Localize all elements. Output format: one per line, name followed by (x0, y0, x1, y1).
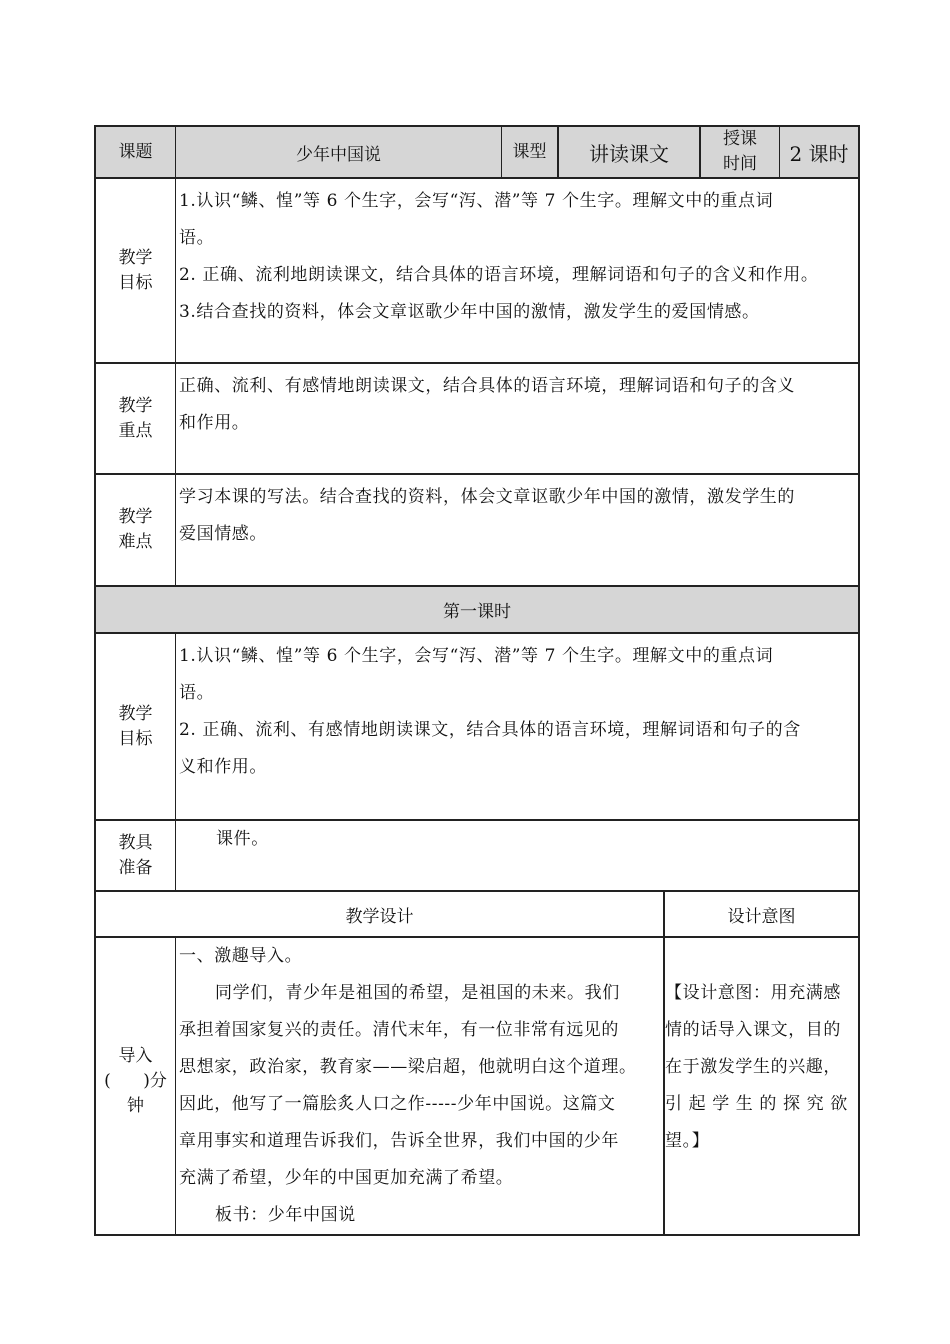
time-label-line-2: 时间 (723, 154, 757, 174)
objectives-row (96, 179, 858, 364)
materials-row (96, 821, 858, 892)
intro-intent-line-4: 引 起 学 生 的 探 究 欲 (665, 1094, 848, 1114)
lesson-objectives-content (175, 634, 858, 819)
intro-intent-line-1: 【设计意图：用充满感 (665, 983, 841, 1003)
key-points-row (96, 364, 858, 475)
time-label-line-1: 授课 (723, 129, 757, 149)
lesson-objectives-line-4: 义和作用。 (179, 757, 267, 777)
time-value: 2 课时 (779, 127, 858, 177)
intent-header: 设计意图 (663, 892, 858, 936)
difficulties-label (96, 475, 175, 585)
objectives-line-1: 1.认识“鳞、惶”等 6 个生字，会写“泻、潜”等 7 个生字。理解文中的重点词 (179, 191, 774, 211)
intro-line-8: 板书：少年中国说 (215, 1205, 356, 1225)
intro-intent (663, 938, 858, 1234)
time-label (699, 127, 779, 177)
lesson-objectives-label-line-2: 目标 (118, 728, 153, 749)
difficulties-content (175, 475, 858, 585)
difficulties-label-line-1: 教学 (118, 507, 153, 527)
difficulties-label-line-2: 难点 (118, 532, 153, 552)
topic-label: 课题 (118, 141, 153, 162)
intro-intent-line-2: 情的话导入课文，目的 (665, 1020, 841, 1040)
topic-value: 少年中国说 (175, 127, 501, 177)
design-header-row (96, 892, 858, 938)
lesson-objectives-line-2: 语。 (179, 683, 215, 703)
intro-intent-line-5: 望。】 (665, 1131, 710, 1151)
intro-label-line-1: 导入 (118, 1046, 153, 1066)
intro-intent-line-3: 在于激发学生的兴趣， (665, 1057, 841, 1077)
intro-line-4: 思想家，政治家，教育家——梁启超，他就明白这个道理。 (179, 1057, 637, 1077)
objectives-label (96, 179, 175, 362)
intro-line-1: 一、激趣导入。 (179, 946, 303, 966)
lesson-objectives-line-1: 1.认识“鳞、惶”等 6 个生字，会写“泻、潜”等 7 个生字。理解文中的重点词 (179, 646, 774, 666)
key-points-label-line-1: 教学 (118, 395, 153, 416)
lesson-objectives-line-3: 2. 正确、流利、有感情地朗读课文，结合具体的语言环境，理解词语和句子的含 (179, 720, 801, 740)
lesson-objectives-label (96, 634, 175, 819)
intro-label (96, 938, 175, 1234)
intro-line-3: 承担着国家复兴的责任。清代末年，有一位非常有远见的 (179, 1020, 619, 1040)
objectives-label-line-1: 教学 (118, 247, 153, 268)
intro-label-line-2: ( )分 (104, 1071, 167, 1091)
intro-line-7: 充满了希望，少年的中国更加充满了希望。 (179, 1168, 514, 1188)
lesson-objectives-row (96, 634, 858, 821)
materials-label-line-1: 教具 (118, 832, 153, 853)
difficulties-line-1: 学习本课的写法。结合查找的资料，体会文章讴歌少年中国的激情，激发学生的 (179, 487, 795, 507)
objectives-label-line-2: 目标 (118, 272, 153, 293)
intro-content (175, 938, 663, 1234)
type-label: 课型 (501, 127, 557, 177)
design-header: 教学设计 (345, 906, 414, 927)
objectives-line-2: 语。 (179, 228, 215, 248)
materials-content: 课件。 (175, 821, 858, 890)
difficulties-line-2: 爱国情感。 (179, 524, 267, 544)
intro-line-6: 章用事实和道理告诉我们，告诉全世界，我们中国的少年 (179, 1131, 619, 1151)
materials-label-line-2: 准备 (118, 857, 153, 878)
lesson-one-title: 第一课时 (96, 587, 858, 634)
lesson-plan-table (94, 125, 860, 1236)
key-points-label (96, 364, 175, 473)
key-points-line-1: 正确、流利、有感情地朗读课文，结合具体的语言环境，理解词语和句子的含义 (179, 376, 795, 396)
difficulties-row (96, 475, 858, 587)
intro-row (96, 938, 858, 1236)
intro-label-line-3: 钟 (127, 1096, 144, 1116)
lesson-objectives-label-line-1: 教学 (118, 703, 153, 724)
header-row (96, 127, 858, 179)
type-value: 讲读课文 (557, 127, 699, 177)
key-points-label-line-2: 重点 (118, 420, 153, 441)
key-points-line-2: 和作用。 (179, 413, 250, 433)
key-points-content (175, 364, 858, 473)
materials-label (96, 821, 175, 890)
intro-line-5: 因此，他写了一篇脍炙人口之作-----少年中国说。这篇文 (179, 1094, 616, 1114)
intro-line-2: 同学们，青少年是祖国的希望，是祖国的未来。我们 (215, 983, 620, 1003)
objectives-content (175, 179, 858, 362)
objectives-line-4: 3.结合查找的资料，体会文章讴歌少年中国的激情，激发学生的爱国情感。 (179, 302, 760, 322)
objectives-line-3: 2. 正确、流利地朗读课文，结合具体的语言环境，理解词语和句子的含义和作用。 (179, 265, 819, 285)
